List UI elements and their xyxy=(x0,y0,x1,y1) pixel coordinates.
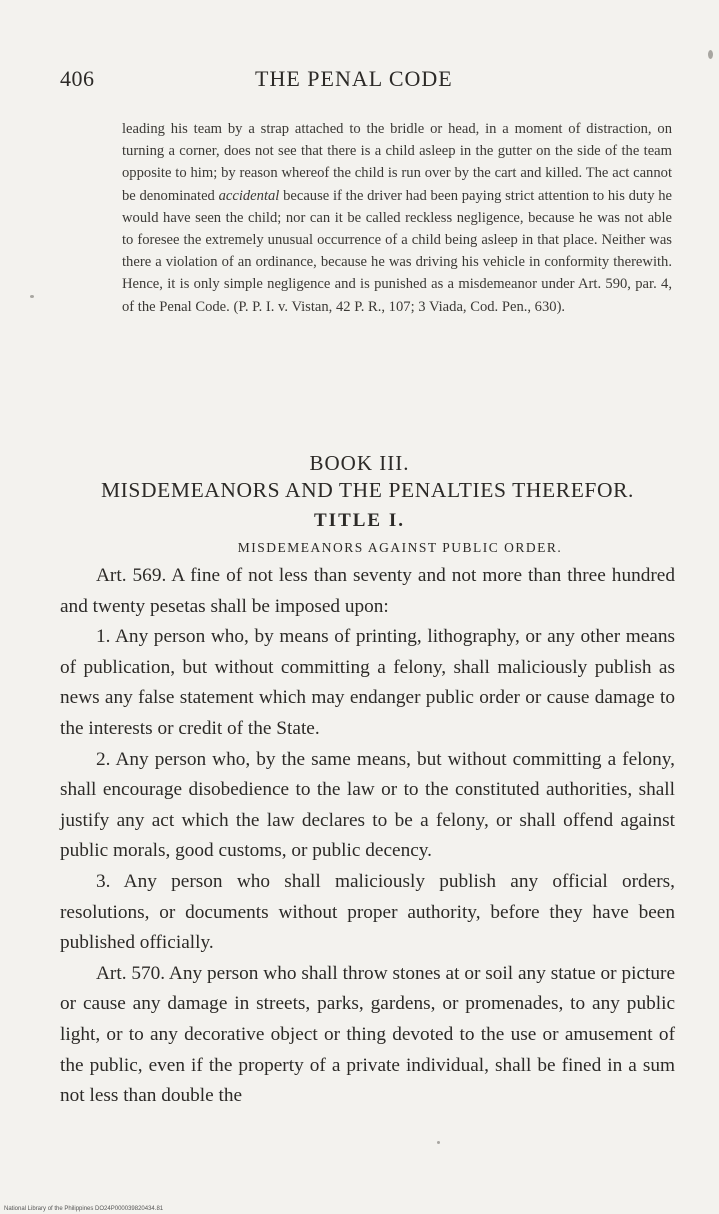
art-570: Art. 570. Any person who shall throw stones at or soil any statue or picture or cause any damage in streets, parks, gardens, or promenades, to any public light, or to any decorative object or thing devoted to the use or amusement of the public, even if the property of a private individual, shall be fined in a sum not less than double the xyxy=(60,962,675,1107)
running-title: THE PENAL CODE xyxy=(255,66,453,91)
italic-term: accidental xyxy=(218,187,280,204)
scan-credit: National Library of the Philippines DO24P000039820434.81 xyxy=(4,1206,164,1212)
art-569-intro: Art. 569. A fine of not less than seventy and not more than three hundred and twenty pesetas shall be imposed upon: xyxy=(60,565,675,617)
book-title: MISDEMEANORS AND THE PENALTIES THEREFOR. xyxy=(100,478,635,502)
margin-speck xyxy=(437,1141,440,1144)
title-subtitle: MISDEMEANORS AGAINST PUBLIC ORDER. xyxy=(237,540,563,555)
commentary-text-part-2: because if the driver had been paying strict attention to his duty he would have seen the child; nor can it be called reckless negligence, because he was not able to foresee the extremely unusual occurrence of a child being asleep in that place. Neither was there a violation of an ordinance, because he was driving his vehicle in conformity therewith. Hence, it is only simple negligence and is punished as a misdemeanor under Art. 590, par. 4, of the Penal Code. (P. P. I. v. Vistan, 42 P. R., 107; 3 Viada, Cod. Pen., 630). xyxy=(122,187,673,315)
commentary-paragraph xyxy=(122,118,672,318)
page-header xyxy=(60,66,680,106)
commentary-text-part-1: leading his team by a strap attached to the bridle or head, in a moment of distraction, on turning a corner, does not see that there is a child asleep in the gutter on the side of the team opposite to him; by reason whereof the child is run over by the cart and killed. The act cannot be denominated xyxy=(122,121,672,204)
page-number: 406 xyxy=(60,66,95,91)
commentary-text xyxy=(122,118,672,318)
margin-speck xyxy=(30,295,34,298)
book-label: BOOK III. xyxy=(309,451,410,475)
margin-speck xyxy=(708,50,713,59)
art-569-item-1: 1. Any person who, by means of printing, lithography, or any other means of publication, but without committing a felony, shall maliciously publish as news any false statement which may endanger public order or cause damage to the interests or credit of the State. xyxy=(60,626,675,739)
art-569-item-3: 3. Any person who shall maliciously publish any official orders, resolutions, or documents without proper authority, before they have been published officially. xyxy=(60,870,675,954)
art-569-item-2: 2. Any person who, by the same means, but without committing a felony, shall encourage disobedience to the law or to the constituted authorities, shall justify any act which the law declares to be a felony, or shall offend against public morals, good customs, or public decency. xyxy=(60,748,675,862)
articles-section xyxy=(60,561,675,1112)
title-label: TITLE I. xyxy=(314,510,405,531)
